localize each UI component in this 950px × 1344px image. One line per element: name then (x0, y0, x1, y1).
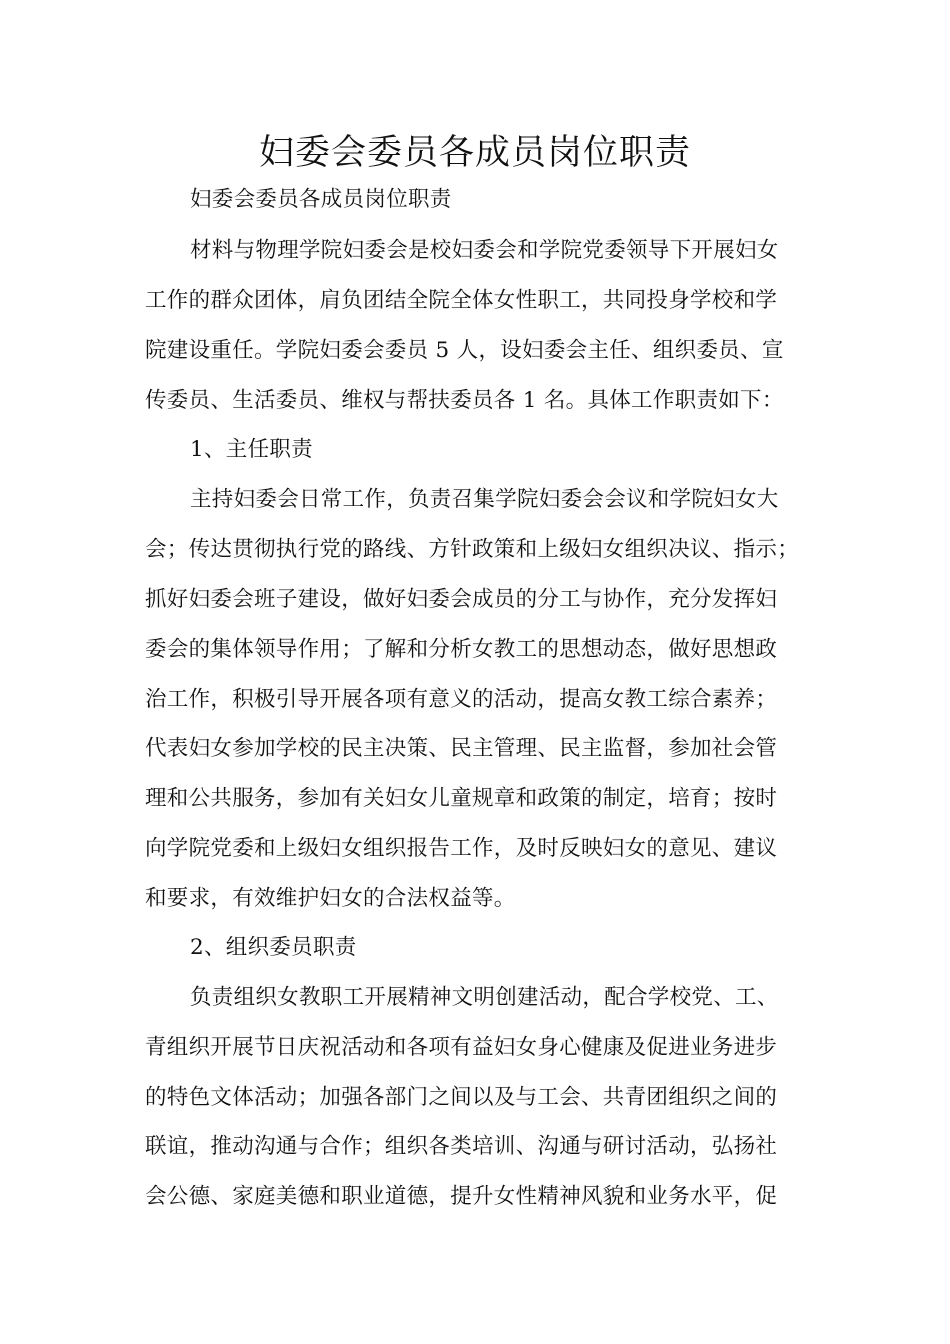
text-line: 抓好妇委会班子建设，做好妇委会成员的分工与协作，充分发挥妇 (145, 587, 778, 612)
text-line: 材料与物理学院妇委会是校妇委会和学院党委领导下开展妇女 (190, 238, 779, 263)
section-heading: 1、主任职责 (190, 437, 313, 462)
text-line: 理和公共服务，参加有关妇女儿童规章和政策的制定，培育；按时 (145, 786, 778, 811)
text-line: 传委员、生活委员、维权与帮扶委员各 1 名。具体工作职责如下： (145, 388, 784, 413)
text-line: 会；传达贯彻执行党的路线、方针政策和上级妇女组织决议、指示； (145, 537, 800, 562)
text-line: 向学院党委和上级妇女组织报告工作，及时反映妇女的意见、建议 (145, 836, 778, 861)
text-line: 主持妇委会日常工作，负责召集学院妇委会会议和学院妇女大 (190, 487, 779, 512)
text-line: 会公德、家庭美德和职业道德，提升女性精神风貌和业务水平，促 (145, 1184, 778, 1209)
text-line: 工作的群众团体，肩负团结全院全体女性职工，共同投身学校和学 (145, 288, 778, 313)
text-line: 委会的集体领导作用；了解和分析女教工的思想动态，做好思想政 (145, 637, 778, 662)
text-line: 联谊，推动沟通与合作；组织各类培训、沟通与研讨活动，弘扬社 (145, 1134, 778, 1159)
document-title: 妇委会委员各成员岗位职责 (258, 133, 691, 173)
text-line: 治工作，积极引导开展各项有意义的活动，提高女教工综合素养； (145, 687, 778, 712)
text-line: 院建设重任。学院妇委会委员 5 人，设妇委会主任、组织委员、宣 (145, 338, 784, 363)
text-line: 的特色文体活动；加强各部门之间以及与工会、共青团组织之间的 (145, 1085, 778, 1110)
text-line: 青组织开展节日庆祝活动和各项有益妇女身心健康及促进业务进步 (145, 1035, 778, 1060)
text-line: 代表妇女参加学校的民主决策、民主管理、民主监督，参加社会管 (145, 736, 778, 761)
subtitle-line: 妇委会委员各成员岗位职责 (190, 187, 452, 212)
text-line: 和要求，有效维护妇女的合法权益等。 (145, 886, 516, 911)
text-line: 负责组织女教职工开展精神文明创建活动，配合学校党、工、 (190, 985, 779, 1010)
section-heading: 2、组织委员职责 (190, 935, 357, 960)
